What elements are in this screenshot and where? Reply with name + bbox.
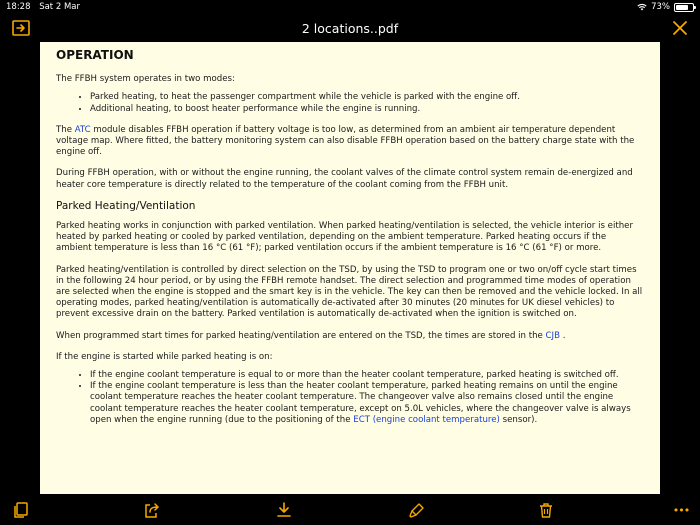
parked-heading: Parked Heating/Ventilation [56,199,196,212]
list-item: • Parked heating, to heat the passenger compartment while the vehicle is parked with the engine off. [90,92,644,103]
trash-icon[interactable] [538,502,554,518]
cjb-link[interactable]: CJB [545,330,560,341]
status-date: Sat 2 Mar [39,2,80,12]
atc-link[interactable]: ATC [74,124,91,135]
engine-list [56,370,644,426]
status-time: 18:28 [6,2,31,12]
document-title: 2 locations..pdf [301,21,399,36]
close-icon[interactable] [672,20,688,36]
download-icon[interactable] [276,502,292,518]
list-item: • If the engine coolant temperature is equal to or more than the heater coolant temperature, parked heating is switched off. [90,370,644,381]
title-bar [0,14,700,42]
coolant-paragraph: During FFBH operation, with or without the engine running, the coolant valves of the climate control system remain de-energized and heater core temperature is directly related to the temperature of the coolant coming from the FFBH unit. [56,168,633,190]
battery-fill [676,5,688,10]
page-content [40,42,660,426]
parked-paragraph-2: Parked heating/ventilation is controlled by direct selection on the TSD, by using the TSD to program one or two on/off cycle start times in the following 24 hour period, or by using the FFBH remote handset. The direct selection and programmed time modes of operation are selected when the engine is stopped and the smart key is in the vehicle. The key can then be removed and the vehicle locked. In all operating modes, parked heating/ventilation is automatically de-activated after 30 minutes (20 minutes for UK diesel vehicles) to prevent excessive drain on the battery. Parked ventilation is automatically de-activated when the ignition is switched on. [56,264,643,320]
status-bar [0,0,700,14]
intro-paragraph: The FFBH system operates in two modes: [56,74,235,85]
more-icon[interactable]: ••• [672,503,690,517]
battery-icon [674,3,694,12]
list-item: • If the engine coolant temperature is less than the heater coolant temperature, parked heating remains on until the engine coolant temperature reaches the heater coolant temperature. The changeover valve also remains closed until the engine coolant temperature reaches the heater coolant temperature, except on 5.0L vehicles, where the changeover valve is always open when the engine running (due to the positioning of the ECT (engine coolant temperature) sensor). [90,381,644,426]
parked-paragraph-1: Parked heating works in conjunction with parked ventilation. When parked heating/ventilation is selected, the vehicle interior is either heated by parked heating or cooled by parked ventilation, depending on the ambient temperature. Parked heating occurs if the ambient temperature is less than 16 °C (61 °F); parked ventilation occurs if the ambient temperature is 16 °C (61 °F) or more. [56,221,633,254]
highlighter-icon[interactable] [409,502,425,518]
cjb-paragraph: When programmed start times for parked heating/ventilation are entered on the TSD, the times are stored in the CJB . [56,330,566,341]
ect-link[interactable]: ECT (engine coolant temperature) [353,414,500,425]
share-icon[interactable] [144,502,160,518]
engine-started-paragraph: If the engine is started while parked heating is on: [56,351,273,362]
wifi-icon [637,3,647,11]
list-item: • Additional heating, to boost heater performance while the engine is running. [90,104,644,115]
pdf-page[interactable] [40,42,660,494]
pages-icon[interactable] [13,502,29,518]
bottom-toolbar [0,494,700,525]
battery-percent: 73% [651,2,670,12]
atc-paragraph: The ATC module disables FFBH operation if battery voltage is too low, as determined from an ambient air temperature dependent voltage map. Where fitted, the battery monitoring system can also disable FFBH operation based on the battery charge state with the engine off. [56,124,635,158]
modes-list [56,92,644,114]
operation-heading: OPERATION [56,48,134,62]
